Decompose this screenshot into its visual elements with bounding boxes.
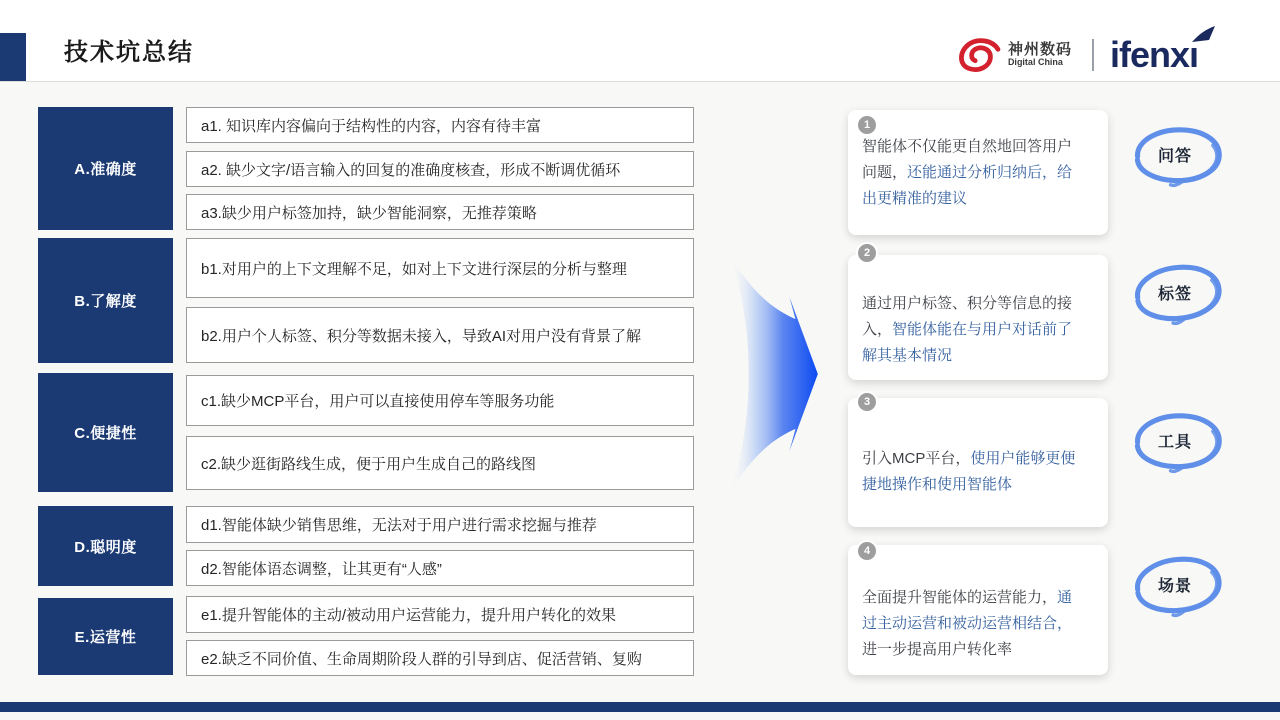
flow-arrow-icon — [716, 252, 818, 496]
outcome-text-dark: 通过用户标签、积分等信息的接入， — [862, 295, 1073, 338]
outcome-text-blue: 使用户能够更便捷地操作和使用智能体 — [862, 450, 1076, 493]
outcome-text-blue: 还能通过分析归纳后，给出更精准的建议 — [862, 163, 1073, 207]
outcome-text — [862, 446, 1082, 498]
digital-china-logo-icon — [956, 36, 1002, 74]
brand-text — [1008, 42, 1072, 68]
category-box-d — [38, 506, 173, 586]
outcome-card-1 — [848, 110, 1108, 235]
tag-label — [1124, 258, 1226, 330]
outcome-text-dark: 全面提升智能体的运营能力， — [862, 589, 1058, 606]
tag-label-text: 标签 — [1157, 285, 1192, 303]
tag-scene — [1124, 550, 1226, 622]
brand-name-en: Digital China — [1007, 57, 1063, 68]
logo-separator — [1092, 39, 1094, 71]
brand-name-cn: 神州数码 — [1007, 40, 1072, 58]
issue-e1: e1.提升智能体的主动/被动用户运营能力，提升用户转化的效果 — [186, 596, 694, 633]
category-label: D.聪明度 — [74, 538, 137, 556]
ifenxi-wordmark-last: ı — [1188, 34, 1198, 75]
outcome-number-badge: 4 — [858, 542, 876, 560]
tag-qa — [1124, 120, 1226, 192]
tag-tool — [1124, 406, 1226, 478]
ifenxi-logo — [1109, 34, 1208, 75]
outcome-text-blue: 智能体能在与用户对话前了解其基本情况 — [862, 320, 1073, 364]
category-box-b — [38, 238, 173, 363]
category-box-e — [38, 598, 173, 675]
outcome-text-dark2: 进一步提高用户转化率 — [862, 640, 1013, 658]
ifenxi-wordmark: ifenx — [1109, 34, 1189, 75]
outcome-text — [862, 134, 1082, 211]
outcome-number-badge: 3 — [858, 393, 876, 411]
outcome-text — [862, 291, 1082, 368]
outcome-text-blue: 通过主动运营和被动运营相结合， — [862, 589, 1073, 632]
title-accent-square — [0, 33, 26, 81]
ifenxi-arrow-icon — [1192, 26, 1216, 43]
issue-d2: d2.智能体语态调整，让其更有“人感” — [186, 550, 694, 586]
issue-e2: e2.缺乏不同价值、生命周期阶段人群的引导到店、促活营销、复购 — [186, 640, 694, 676]
outcome-number-badge: 1 — [858, 116, 876, 134]
outcome-text-dark: 智能体不仅能更自然地回答用户问题， — [862, 138, 1073, 181]
category-box-c — [38, 373, 173, 492]
issue-c1: c1.缺少MCP平台，用户可以直接使用停车等服务功能 — [186, 375, 694, 426]
issue-d1: d1.智能体缺少销售思维，无法对于用户进行需求挖掘与推荐 — [186, 506, 694, 543]
category-label: B.了解度 — [74, 293, 137, 310]
issue-b1: b1.对用户的上下文理解不足，如对上下文进行深层的分析与整理 — [186, 238, 694, 298]
footer-bar — [0, 702, 1280, 712]
category-label: C.便捷性 — [74, 425, 137, 442]
category-label: E.运营性 — [74, 629, 137, 646]
issue-b2: b2.用户个人标签、积分等数据未接入，导致AI对用户没有背景了解 — [186, 307, 694, 363]
tag-label-text: 工具 — [1157, 433, 1192, 451]
outcome-text-dark: 引入MCP平台， — [862, 450, 971, 467]
issue-c2: c2.缺少逛街路线生成，便于用户生成自己的路线图 — [186, 436, 694, 490]
page-title: 技术坑总结 — [64, 39, 194, 66]
outcome-card-3 — [848, 398, 1108, 527]
category-box-a — [38, 107, 173, 230]
header — [0, 0, 1280, 82]
outcome-text — [862, 585, 1082, 662]
tag-label-text: 场景 — [1157, 577, 1192, 595]
issue-a2: a2. 缺少文字/语言输入的回复的准确度核查，形成不断调优循环 — [186, 151, 694, 187]
issue-a3: a3.缺少用户标签加持，缺少智能洞察，无推荐策略 — [186, 194, 694, 230]
issue-a1: a1. 知识库内容偏向于结构性的内容，内容有待丰富 — [186, 107, 694, 143]
outcome-card-2 — [848, 247, 1108, 380]
outcome-number-badge: 2 — [858, 244, 876, 262]
category-label: A.准确度 — [74, 161, 137, 178]
outcome-card-4 — [848, 545, 1108, 675]
tag-label-text: 问答 — [1157, 147, 1192, 165]
logo-area — [956, 33, 1208, 77]
